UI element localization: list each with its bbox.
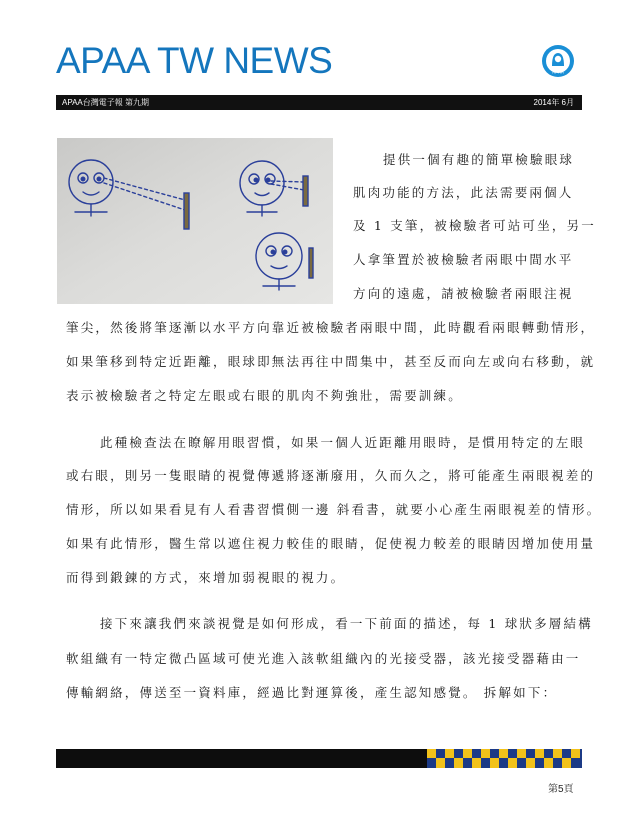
p1-line-8: 表示被檢驗者之特定左眼或右眼的肌肉不夠強壯，需要訓練。 [66,388,463,403]
p2-line-5: 而得到鍛鍊的方式，來增加弱視眼的視力。 [66,570,346,585]
masthead-title: APAA TW NEWS [56,40,333,81]
issue-label: APAA台灣電子報 第九期 [62,98,149,107]
p2-line-4: 如果有此情形，醫生常以遮住視力較佳的眼睛，促使視力較差的眼睛因增加使用量 [66,536,596,551]
logo-text: APAA [552,69,564,75]
eye-test-drawing-photo [57,138,333,304]
p1-line-4: 人拿筆置於被檢驗者兩眼中間水平 [353,252,574,267]
p2-line-1: 此種檢查法在瞭解用眼習慣，如果一個人近距離用眼時，是慣用特定的左眼 [100,435,586,450]
p1-line-3: 及 1 支筆，被檢驗者可站可坐，另一 [353,218,597,233]
footer-checkered-pattern [427,749,582,768]
issue-band [56,95,582,110]
issue-date: 2014年 6月 [533,98,574,107]
p3-line-2: 軟組織有一特定微凸區域可使光進入該軟組織內的光接受器，該光接受器藉由一 [66,651,581,666]
p2-line-3: 情形，所以如果看見有人看書習慣側一邊 斜看書，就要小心產生兩眼視差的情形。 [66,502,602,517]
p1-line-6: 筆尖，然後將筆逐漸以水平方向靠近被檢驗者兩眼中間，此時觀看兩眼轉動情形， [66,320,596,335]
p3-line-3: 傳輸網絡，傳送至一資料庫，經過比對運算後，產生認知感覺。 拆解如下： [66,685,558,700]
p1-line-5: 方向的遠處，請被檢驗者兩眼注視 [353,286,574,301]
page-number: 第5頁 [548,784,574,795]
p2-line-2: 或右眼，則另一隻眼睛的視覺傳遞將逐漸廢用，久而久之，將可能產生兩眼視差的 [66,468,596,483]
p3-line-1: 接下來讓我們來談視覺是如何形成，看一下前面的描述，每 1 球狀多層結構 [100,616,593,631]
p1-line-2: 肌肉功能的方法，此法需要兩個人 [353,185,574,200]
apaa-logo [541,44,575,78]
p1-line-7: 如果筆移到特定近距離，眼球即無法再往中間集中，甚至反而向左或向右移動，就 [66,354,596,369]
p1-line-1: 提供一個有趣的簡單檢驗眼球 [383,152,575,167]
